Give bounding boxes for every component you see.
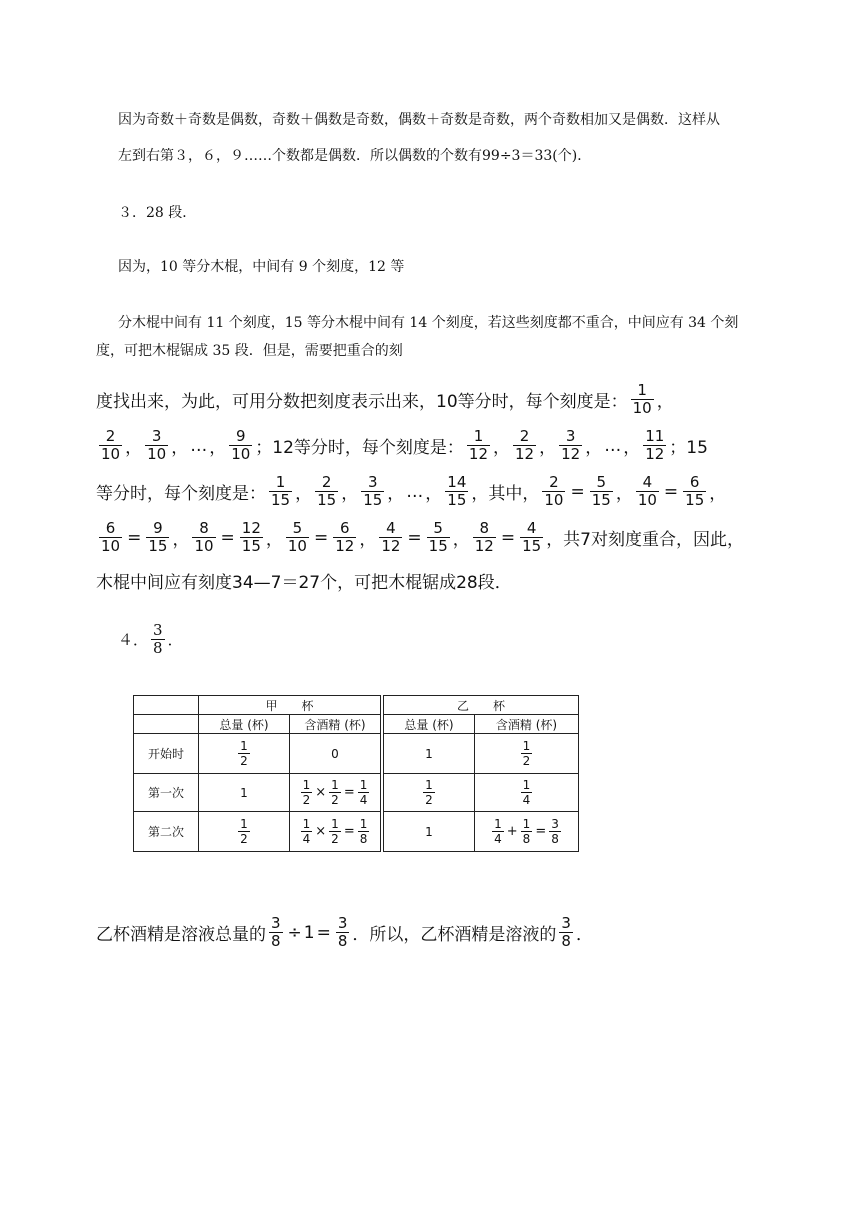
answer3: ３．28 段． <box>118 205 197 221</box>
fraction: 5 10 <box>287 519 307 555</box>
fraction: 3 8 <box>271 914 281 950</box>
cell: $\frac{1}{4}$ <box>475 774 579 812</box>
empty-cell <box>134 715 199 734</box>
col-alcohol: 含酒精 (杯) <box>475 715 579 734</box>
fraction: 4 12 <box>381 519 401 555</box>
ellipsis: … <box>604 435 622 456</box>
line-a-text: 度找出来，为此，可用分数把刻度表示出来，10等分时，每个刻度是： <box>96 392 628 412</box>
fraction: 5 15 <box>591 473 611 509</box>
cell: $\frac{1}{4}$ × $\frac{1}{2}$ = $\frac{1}{8}$ <box>290 812 381 852</box>
final-text1: 乙杯酒精是溶液总量的 <box>96 925 266 945</box>
corner-cell <box>134 696 199 715</box>
equals: = <box>313 527 329 548</box>
cell: 0 <box>290 734 381 774</box>
para3-a: 因为，10 等分木棍，中间有 9 个刻度，12 等 <box>118 259 405 275</box>
comma: ， <box>656 392 674 412</box>
fraction: 3 8 <box>337 914 348 950</box>
fraction: 8 12 <box>474 519 494 555</box>
comma: ， <box>209 438 227 458</box>
ellipsis: … <box>406 481 424 502</box>
math-line-c <box>96 474 726 509</box>
fraction: 2 12 <box>515 427 535 463</box>
fraction: 3 15 <box>363 473 383 509</box>
fraction: 1 12 <box>468 427 489 463</box>
comma: ， <box>539 438 557 458</box>
equals: = <box>343 824 355 839</box>
fraction: 4 15 <box>522 519 542 555</box>
period: ． <box>575 925 593 945</box>
fraction: 3 10 <box>147 427 167 463</box>
equals: = <box>127 527 142 548</box>
fraction: 1 15 <box>271 473 291 509</box>
comma: ， <box>171 438 189 458</box>
comma: ， <box>425 484 443 504</box>
line-e-text: 木棍中间应有刻度34—7＝27个，可把木棍锯成28段． <box>96 573 512 593</box>
ellipsis: … <box>190 435 208 456</box>
answer4 <box>118 622 183 657</box>
equals: = <box>535 824 547 839</box>
cell: $\frac{1}{2}$ <box>384 774 475 812</box>
times: × <box>315 824 327 839</box>
times: × <box>315 785 327 800</box>
equals: = <box>407 527 422 548</box>
line-c-text: 等分时，每个刻度是： <box>96 484 266 504</box>
fraction: 14 15 <box>447 473 467 509</box>
col-total: 总量 (杯) <box>384 715 475 734</box>
line-b-tail: ；15 <box>669 438 708 458</box>
fraction: 4 10 <box>637 473 657 509</box>
comma: ， <box>359 530 377 550</box>
answer4-prefix: ４． <box>118 631 149 649</box>
final-text2: ．所以，乙杯酒精是溶液的 <box>352 925 557 945</box>
para3-c: 度，可把木棍锯成 35 段．但是，需要把重合的刻 <box>96 343 403 359</box>
final-line <box>96 915 593 950</box>
equals: = <box>343 785 355 800</box>
equals: = <box>220 527 235 548</box>
col-total: 总量 (杯) <box>199 715 290 734</box>
comma: ， <box>452 530 470 550</box>
comma: ， <box>623 438 641 458</box>
math-line-a <box>96 382 674 417</box>
divide: ÷ <box>287 922 302 943</box>
cell: 1 <box>384 812 475 852</box>
fraction: 3 8 <box>561 914 571 950</box>
row-label: 第二次 <box>134 812 199 852</box>
cup-b-header: 乙 杯 <box>384 696 579 715</box>
fraction: 3 12 <box>561 427 581 463</box>
cup-a-header: 甲 杯 <box>199 696 381 715</box>
fraction: 6 12 <box>335 519 355 555</box>
fraction: 9 10 <box>231 427 251 463</box>
comma: ， <box>615 484 633 504</box>
fraction: 2 10 <box>101 427 121 463</box>
fraction: 3 8 <box>153 621 163 657</box>
cell: $\frac{1}{4}$ + $\frac{1}{8}$ = $\frac{3}{8}$ <box>475 812 579 852</box>
cell: $\frac{1}{2}$ <box>199 812 290 852</box>
cell: $\frac{1}{2}$ × $\frac{1}{2}$ = $\frac{1}{4}$ <box>290 774 381 812</box>
line-b-text: ；12等分时，每个刻度是： <box>255 438 464 458</box>
fraction: 5 15 <box>428 519 448 555</box>
para3-b: 分木棍中间有 11 个刻度，15 等分木棍中间有 14 个刻度，若这些刻度都不重合，中间应有 34 个刻 <box>118 315 739 331</box>
math-line-e <box>96 568 512 593</box>
math-line-d <box>96 520 744 555</box>
cell: $\frac{1}{2}$ <box>199 734 290 774</box>
fraction: 1 10 <box>632 381 652 417</box>
comma: ， <box>341 484 359 504</box>
comma: ， <box>125 438 143 458</box>
equals: = <box>500 527 516 548</box>
fraction: 6 10 <box>101 519 121 555</box>
comma: ， <box>585 438 603 458</box>
row-label: 开始时 <box>134 734 199 774</box>
comma: ， <box>709 484 727 504</box>
comma: ， <box>265 530 283 550</box>
fraction: 9 15 <box>148 519 168 555</box>
comma: ， <box>295 484 313 504</box>
row-label: 第一次 <box>134 774 199 812</box>
period: ． <box>167 631 183 649</box>
line-d-tail: ，共7对刻度重合，因此， <box>546 530 745 550</box>
equals: = <box>570 481 585 502</box>
one: 1 <box>303 922 315 943</box>
para1-line1: 因为奇数＋奇数是偶数，奇数＋偶数是奇数，偶数＋奇数是奇数，两个奇数相加又是偶数．这样从 <box>118 112 720 128</box>
fraction: 6 15 <box>685 473 705 509</box>
comma: ， <box>493 438 511 458</box>
cell: $\frac{1}{2}$ <box>475 734 579 774</box>
plus: + <box>506 824 518 839</box>
equals: = <box>316 922 331 943</box>
col-alcohol: 含酒精 (杯) <box>290 715 381 734</box>
alcohol-table <box>133 695 579 852</box>
comma: ， <box>172 530 190 550</box>
cell: 1 <box>199 774 290 812</box>
comma: ， <box>387 484 405 504</box>
fraction: 12 15 <box>241 519 261 555</box>
equals: = <box>663 481 679 502</box>
fraction: 2 10 <box>544 473 564 509</box>
line-c-text2: ，其中， <box>471 484 540 504</box>
fraction: 2 15 <box>317 473 337 509</box>
fraction: 11 12 <box>645 427 665 463</box>
cell: 1 <box>384 734 475 774</box>
fraction: 8 10 <box>194 519 214 555</box>
math-line-b <box>96 428 708 463</box>
para1-line2: 左到右第３，６，９……个数都是偶数．所以偶数的个数有99÷3＝33(个)． <box>118 148 592 164</box>
